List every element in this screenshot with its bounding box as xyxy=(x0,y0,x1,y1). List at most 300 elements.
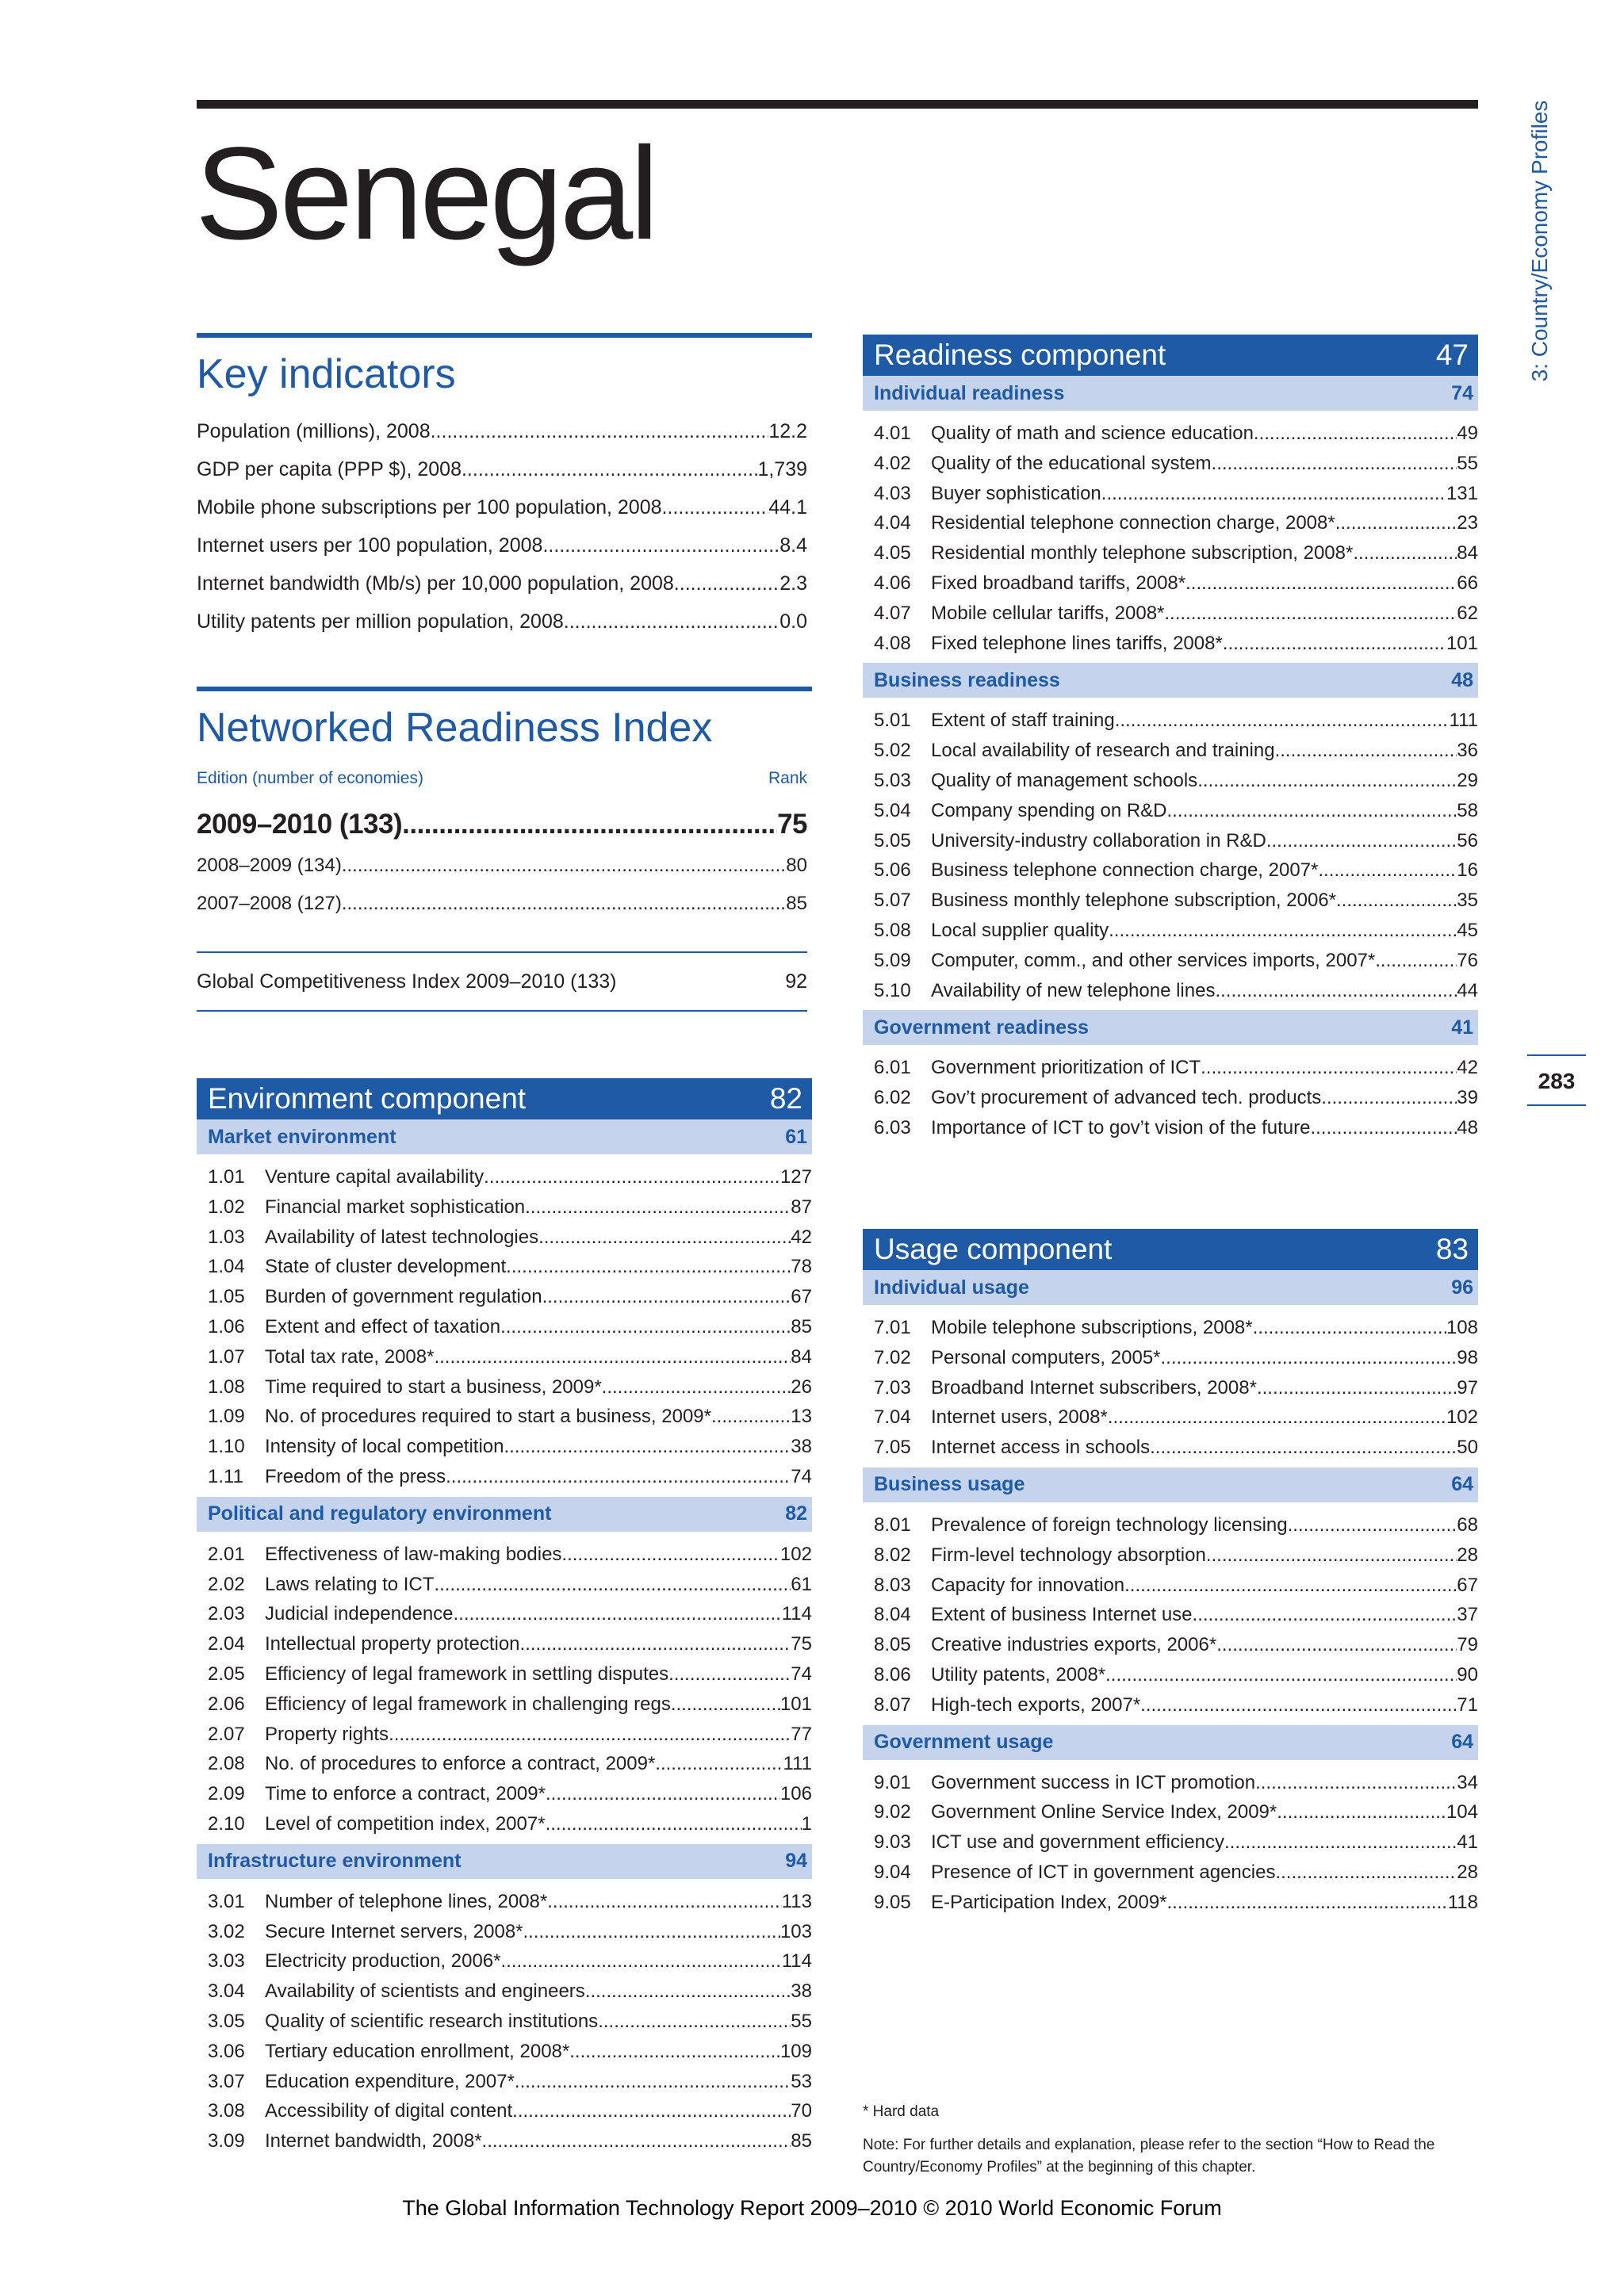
gci-row xyxy=(197,951,807,1012)
page-number-rule-top xyxy=(1527,1054,1586,1056)
table-row xyxy=(874,449,1478,479)
indicator-code: 5.09 xyxy=(874,949,911,971)
table-row xyxy=(208,2096,812,2126)
indicator-list xyxy=(197,1154,812,1497)
key-indicator-row xyxy=(197,526,807,564)
footnote-note: Note: For further details and explanation, please refer to the section “How to Read the Country/Economy Profiles” at the beginning of this chapter. xyxy=(863,2137,1435,2175)
key-indicator-row xyxy=(197,603,807,641)
indicator-code: 4.05 xyxy=(874,542,911,564)
indicator-code: 8.04 xyxy=(874,1604,911,1626)
indicator-rank: 74 xyxy=(791,1663,812,1685)
table-row xyxy=(208,1462,812,1492)
subindex-title: Business usage xyxy=(874,1473,1025,1496)
indicator-code: 1.08 xyxy=(208,1376,245,1398)
indicator-label: Computer, comm., and other services imports, 2007* xyxy=(931,949,1376,971)
indicator-code: 2.03 xyxy=(208,1603,245,1625)
indicator-code: 8.05 xyxy=(874,1634,911,1656)
indicator-rank: 101 xyxy=(779,1693,812,1715)
indicator-rank: 109 xyxy=(779,2040,812,2062)
table-row xyxy=(874,1827,1478,1858)
indicator-rank: 77 xyxy=(791,1723,812,1745)
indicator-rank: 36 xyxy=(1457,740,1478,762)
indicator-code: 3.03 xyxy=(208,1950,245,1973)
indicator-code: 5.07 xyxy=(874,890,911,912)
component-header xyxy=(197,1078,812,1119)
indicator-label: Property rights xyxy=(265,1723,389,1745)
component-title: Environment component xyxy=(208,1082,527,1115)
indicator-label: Efficiency of legal framework in settling disputes xyxy=(265,1663,669,1685)
indicator-label: Mobile phone subscriptions per 100 population, 2008 xyxy=(197,496,662,519)
indicator-rank: 42 xyxy=(791,1226,812,1248)
indicator-label: Availability of scientists and engineers xyxy=(265,1980,585,2003)
indicator-label: Local supplier quality xyxy=(931,919,1109,941)
table-row xyxy=(208,1749,812,1779)
indicator-rank: 111 xyxy=(1449,710,1478,732)
indicator-code: 2.07 xyxy=(208,1723,245,1745)
indicator-code: 4.04 xyxy=(874,512,911,534)
indicator-label: Quality of the educational system xyxy=(931,452,1212,474)
indicator-label: Level of competition index, 2007* xyxy=(265,1812,546,1835)
subindex-title: Market environment xyxy=(208,1125,396,1148)
indicator-code: 2.10 xyxy=(208,1812,245,1835)
indicator-code: 6.03 xyxy=(874,1116,911,1138)
indicator-rank: 104 xyxy=(1446,1801,1478,1823)
table-row xyxy=(208,1976,812,2007)
table-row xyxy=(874,1660,1478,1690)
indicator-rank: 102 xyxy=(1446,1406,1478,1429)
indicator-rank: 67 xyxy=(1457,1574,1478,1596)
indicator-code: 5.06 xyxy=(874,859,911,882)
indicator-rank: 38 xyxy=(791,1980,812,2003)
indicator-code: 2.06 xyxy=(208,1693,245,1715)
indicator-rank: 58 xyxy=(1457,799,1478,821)
indicator-rank: 39 xyxy=(1457,1087,1478,1109)
indicator-label: Company spending on R&D xyxy=(931,799,1167,821)
table-row xyxy=(874,538,1478,568)
indicator-code: 1.05 xyxy=(208,1286,245,1308)
indicator-label: Business monthly telephone subscription, 2006* xyxy=(931,890,1336,912)
indicator-code: 2.04 xyxy=(208,1633,245,1655)
indicator-label: Residential monthly telephone subscription, 2008* xyxy=(931,542,1354,564)
indicator-label: Effectiveness of law-making bodies xyxy=(265,1543,562,1565)
indicator-rank: 23 xyxy=(1457,512,1478,534)
indicator-label: Fixed broadband tariffs, 2008* xyxy=(931,572,1186,594)
indicator-label: Prevalence of foreign technology licensing xyxy=(931,1513,1288,1536)
indicator-code: 2.02 xyxy=(208,1573,245,1595)
indicator-code: 5.05 xyxy=(874,829,911,851)
indicator-rank: 113 xyxy=(781,1890,812,1912)
indicator-label: State of cluster development xyxy=(265,1256,507,1278)
indicator-code: 3.01 xyxy=(208,1890,245,1912)
indicator-rank: 85 xyxy=(791,2130,812,2152)
table-row xyxy=(208,1779,812,1809)
table-row xyxy=(208,1312,812,1342)
subindex-rank: 64 xyxy=(1451,1473,1473,1496)
indicator-rank: 87 xyxy=(791,1196,812,1218)
indicator-code: 5.10 xyxy=(874,979,911,1001)
indicator-label: Utility patents, 2008* xyxy=(931,1663,1106,1686)
indicator-list xyxy=(197,1879,812,2161)
indicator-code: 2.08 xyxy=(208,1753,245,1775)
indicator-rank: 127 xyxy=(779,1166,812,1188)
table-row xyxy=(208,2007,812,2037)
table-row xyxy=(208,1917,812,1947)
table-row xyxy=(874,508,1478,538)
page-footer: The Global Information Technology Report 2009–2010 © 2010 World Economic Forum xyxy=(402,2196,1222,2220)
environment-component xyxy=(197,1078,812,2161)
indicator-label: Quality of management schools xyxy=(931,769,1198,791)
subindex-header xyxy=(197,1844,812,1879)
table-row xyxy=(874,1510,1478,1540)
table-row xyxy=(874,419,1478,449)
indicator-list xyxy=(863,1760,1478,1923)
table-row xyxy=(208,1887,812,1917)
indicator-rank: 114 xyxy=(781,1950,812,1973)
indicator-code: 4.01 xyxy=(874,423,911,444)
table-row xyxy=(874,736,1478,766)
indicator-label: E-Participation Index, 2009* xyxy=(931,1891,1167,1913)
subindex-title: Individual usage xyxy=(874,1276,1029,1299)
indicator-rank: 108 xyxy=(1446,1317,1478,1338)
component-header xyxy=(863,1229,1478,1270)
indicator-rank: 28 xyxy=(1457,1544,1478,1566)
indicator-code: 9.01 xyxy=(874,1771,911,1793)
indicator-list xyxy=(863,1502,1478,1725)
subindex-title: Business readiness xyxy=(874,668,1060,691)
indicator-code: 6.02 xyxy=(874,1087,911,1109)
subindex-title: Individual readiness xyxy=(874,381,1065,404)
section-side-tab xyxy=(1519,98,1561,384)
indicator-rank: 111 xyxy=(783,1753,812,1775)
subindex-title: Government usage xyxy=(874,1731,1054,1754)
table-row xyxy=(208,1372,812,1402)
indicator-label: Buyer sophistication xyxy=(931,482,1101,504)
indicator-rank: 90 xyxy=(1457,1663,1478,1686)
table-row xyxy=(874,1797,1478,1827)
table-row xyxy=(874,1571,1478,1601)
component-header xyxy=(863,335,1478,376)
table-row xyxy=(208,1192,812,1223)
nri-rule xyxy=(197,687,812,691)
indicator-code: 4.08 xyxy=(874,632,911,654)
indicator-rank: 38 xyxy=(791,1436,812,1458)
table-row xyxy=(208,2067,812,2097)
table-row xyxy=(874,1313,1478,1343)
table-row xyxy=(874,766,1478,796)
usage-component xyxy=(863,1229,1478,1923)
indicator-label: Internet bandwidth, 2008* xyxy=(265,2130,482,2152)
subindex-header xyxy=(863,663,1478,698)
indicator-rank: 44 xyxy=(1457,979,1478,1001)
indicator-label: Residential telephone connection charge, 2008* xyxy=(931,512,1335,534)
indicator-rank: 67 xyxy=(791,1286,812,1308)
indicator-rank: 45 xyxy=(1457,919,1478,941)
subindex-title: Infrastructure environment xyxy=(208,1850,462,1873)
indicator-label: Electricity production, 2006* xyxy=(265,1950,501,1973)
indicator-label: Accessibility of digital content xyxy=(265,2100,513,2122)
indicator-label: Gov’t procurement of advanced tech. products xyxy=(931,1087,1322,1109)
indicator-rank: 50 xyxy=(1457,1437,1478,1459)
component-title: Readiness component xyxy=(874,339,1166,371)
edition-label: Edition (number of economies) xyxy=(197,769,423,787)
table-row xyxy=(208,1432,812,1462)
nri-current xyxy=(197,802,807,847)
indicator-rank: 70 xyxy=(791,2100,812,2122)
indicator-rank: 26 xyxy=(791,1376,812,1398)
indicator-rank: 102 xyxy=(779,1543,812,1565)
indicator-label: Utility patents per million population, 2008 xyxy=(197,610,564,633)
indicator-value: 44.1 xyxy=(768,496,807,519)
indicator-rank: 41 xyxy=(1457,1831,1478,1854)
indicator-rank: 98 xyxy=(1457,1346,1478,1368)
indicator-rank: 37 xyxy=(1457,1604,1478,1626)
nri-previous-list xyxy=(197,847,807,923)
indicator-rank: 75 xyxy=(791,1633,812,1655)
indicator-rank: 131 xyxy=(1446,482,1478,504)
subindex-rank: 82 xyxy=(785,1502,807,1525)
indicator-code: 5.03 xyxy=(874,769,911,791)
subindex-rank: 41 xyxy=(1451,1016,1473,1039)
table-row xyxy=(874,855,1478,886)
indicator-code: 3.04 xyxy=(208,1980,245,2003)
table-row xyxy=(874,1540,1478,1571)
indicator-code: 4.03 xyxy=(874,482,911,504)
indicator-value: 1,739 xyxy=(757,458,807,480)
indicator-label: Extent and effect of taxation xyxy=(265,1315,501,1337)
indicator-label: Government success in ICT promotion xyxy=(931,1771,1256,1793)
indicator-label: Business telephone connection charge, 2007* xyxy=(931,859,1319,882)
indicator-label: Fixed telephone lines tariffs, 2008* xyxy=(931,632,1223,654)
indicator-code: 8.07 xyxy=(874,1693,911,1716)
indicator-label: Government Online Service Index, 2009* xyxy=(931,1801,1277,1823)
table-row xyxy=(208,1809,812,1839)
indicator-code: 1.11 xyxy=(208,1465,243,1487)
indicator-list xyxy=(863,1045,1478,1147)
indicator-rank: 13 xyxy=(791,1406,812,1428)
indicator-code: 5.08 xyxy=(874,919,911,941)
component-title: Usage component xyxy=(874,1233,1113,1265)
indicator-code: 3.06 xyxy=(208,2040,245,2062)
table-row xyxy=(208,1223,812,1253)
key-indicators-rule xyxy=(197,333,812,338)
subindex-rank: 94 xyxy=(785,1850,807,1873)
indicator-rank: 35 xyxy=(1457,890,1478,912)
nri-title: Networked Readiness Index xyxy=(197,705,713,751)
component-rank: 83 xyxy=(1435,1233,1469,1265)
side-tab-label: 3: Country/Economy Profiles xyxy=(1527,100,1552,382)
indicator-rank: 79 xyxy=(1457,1634,1478,1656)
indicator-rank: 42 xyxy=(1457,1057,1478,1079)
table-row xyxy=(208,1629,812,1659)
indicator-label: Availability of new telephone lines xyxy=(931,979,1216,1001)
subindex-header xyxy=(197,1497,812,1532)
table-row xyxy=(208,1252,812,1282)
table-row xyxy=(874,1083,1478,1113)
table-row xyxy=(874,826,1478,856)
subindex-rank: 96 xyxy=(1451,1276,1473,1299)
indicator-rank: 16 xyxy=(1457,859,1478,882)
indicator-rank: 71 xyxy=(1457,1693,1478,1716)
indicator-label: Tertiary education enrollment, 2008* xyxy=(265,2040,570,2062)
indicator-code: 4.06 xyxy=(874,572,911,594)
key-indicator-row xyxy=(197,488,807,526)
indicator-code: 9.03 xyxy=(874,1831,911,1854)
indicator-code: 5.04 xyxy=(874,799,911,821)
indicator-code: 5.02 xyxy=(874,740,911,762)
table-row xyxy=(208,1946,812,1976)
subindex-header xyxy=(863,1725,1478,1760)
indicator-label: Internet bandwidth (Mb/s) per 10,000 population, 2008 xyxy=(197,572,674,595)
subindex-header xyxy=(863,1468,1478,1502)
subindex-title: Government readiness xyxy=(874,1016,1089,1039)
page-number: 283 xyxy=(1538,1069,1576,1093)
indicator-rank: 84 xyxy=(791,1345,812,1368)
table-row xyxy=(874,1373,1478,1403)
indicator-rank: 114 xyxy=(781,1603,812,1625)
table-row xyxy=(208,1162,812,1192)
indicator-label: No. of procedures required to start a business, 2009* xyxy=(265,1406,711,1428)
table-row xyxy=(874,706,1478,736)
indicator-code: 7.01 xyxy=(874,1317,911,1338)
indicator-rank: 61 xyxy=(791,1573,812,1595)
indicator-label: Creative industries exports, 2006* xyxy=(931,1634,1217,1656)
indicator-code: 3.02 xyxy=(208,1920,245,1942)
indicator-rank: 103 xyxy=(779,1920,812,1942)
component-rank: 82 xyxy=(769,1082,802,1115)
indicator-list xyxy=(863,1305,1478,1468)
table-row xyxy=(874,1053,1478,1083)
indicator-rank: 85 xyxy=(791,1315,812,1337)
table-row xyxy=(208,1689,812,1720)
indicator-label: Mobile cellular tariffs, 2008* xyxy=(931,602,1165,624)
indicator-label: Population (millions), 2008 xyxy=(197,420,431,442)
table-row xyxy=(874,479,1478,509)
indicator-label: Secure Internet servers, 2008* xyxy=(265,1920,523,1942)
indicator-label: Capacity for innovation xyxy=(931,1574,1125,1596)
indicator-label: Efficiency of legal framework in challenging regs. xyxy=(265,1693,676,1715)
indicator-rank: 55 xyxy=(1457,452,1478,474)
table-row xyxy=(874,1888,1478,1918)
indicator-label: Judicial independence xyxy=(265,1603,454,1625)
indicator-code: 2.09 xyxy=(208,1783,245,1805)
indicator-rank: 28 xyxy=(1457,1861,1478,1883)
subindex-rank: 64 xyxy=(1451,1731,1473,1754)
indicator-rank: 66 xyxy=(1457,572,1478,594)
table-row xyxy=(874,796,1478,826)
gci-value: 92 xyxy=(785,970,807,993)
indicator-rank: 68 xyxy=(1457,1513,1478,1536)
indicator-code: 1.03 xyxy=(208,1226,245,1248)
nri-header xyxy=(197,769,807,788)
indicator-rank: 106 xyxy=(779,1783,812,1805)
indicator-rank: 118 xyxy=(1447,1891,1478,1913)
indicator-code: 3.07 xyxy=(208,2070,245,2092)
indicator-code: 1.02 xyxy=(208,1196,245,1218)
indicator-rank: 62 xyxy=(1457,602,1478,624)
indicator-label: Intensity of local competition xyxy=(265,1436,504,1458)
indicator-code: 3.05 xyxy=(208,2010,245,2032)
indicator-label: GDP per capita (PPP $), 2008 xyxy=(197,458,462,480)
indicator-label: Venture capital availability xyxy=(265,1166,485,1188)
indicator-code: 2.01 xyxy=(208,1543,245,1565)
table-row xyxy=(874,916,1478,946)
key-indicator-row xyxy=(197,450,807,488)
indicator-rank: 76 xyxy=(1457,949,1478,971)
indicator-rank: 53 xyxy=(791,2070,812,2092)
indicator-code: 7.05 xyxy=(874,1437,911,1459)
indicator-code: 9.05 xyxy=(874,1891,911,1913)
indicator-rank: 55 xyxy=(791,2010,812,2032)
indicator-label: Internet users, 2008* xyxy=(931,1406,1108,1429)
indicator-list xyxy=(863,698,1478,1010)
indicator-value: 8.4 xyxy=(779,534,807,557)
nri-current-row: 2009–2010 (133) ..... 75 xyxy=(197,802,807,847)
key-indicators-list xyxy=(197,412,807,641)
indicator-rank: 97 xyxy=(1457,1376,1478,1399)
indicator-code: 7.03 xyxy=(874,1376,911,1399)
table-row xyxy=(874,568,1478,599)
indicator-label: University-industry collaboration in R&D xyxy=(931,829,1266,851)
table-row xyxy=(874,599,1478,629)
key-indicator-row xyxy=(197,564,807,603)
table-row xyxy=(874,1630,1478,1660)
table-row xyxy=(874,1690,1478,1720)
indicator-list xyxy=(197,1532,812,1844)
subindex-rank: 61 xyxy=(785,1125,807,1148)
table-row xyxy=(208,1659,812,1689)
indicator-code: 1.01 xyxy=(208,1166,245,1188)
table-row xyxy=(874,1402,1478,1433)
indicator-rank: 101 xyxy=(1446,632,1478,654)
indicator-code: 2.05 xyxy=(208,1663,245,1685)
indicator-label: Presence of ICT in government agencies xyxy=(931,1861,1276,1883)
subindex-header xyxy=(863,1270,1478,1305)
subindex-header xyxy=(197,1119,812,1154)
indicator-label: Broadband Internet subscribers, 2008* xyxy=(931,1376,1257,1399)
indicator-code: 3.09 xyxy=(208,2130,245,2152)
table-row xyxy=(874,1113,1478,1143)
indicator-code: 5.01 xyxy=(874,710,911,732)
indicator-label: Extent of business Internet use xyxy=(931,1604,1193,1626)
key-indicators-title: Key indicators xyxy=(197,351,456,397)
readiness-component xyxy=(863,335,1478,1148)
indicator-label: Quality of scientific research institutions xyxy=(265,2010,599,2032)
indicator-code: 6.01 xyxy=(874,1057,911,1079)
rank-label: Rank xyxy=(768,769,807,787)
indicator-code: 4.02 xyxy=(874,452,911,474)
indicator-label: Total tax rate, 2008* xyxy=(265,1345,435,1368)
footnote-hard-data: * Hard data xyxy=(863,2103,940,2120)
indicator-value: 2.3 xyxy=(779,572,807,595)
indicator-rank: 56 xyxy=(1457,829,1478,851)
indicator-label: Intellectual property protection xyxy=(265,1633,520,1655)
indicator-rank: 84 xyxy=(1457,542,1478,564)
indicator-rank: 34 xyxy=(1457,1771,1478,1793)
indicator-code: 1.04 xyxy=(208,1256,245,1278)
indicator-rank: 78 xyxy=(791,1256,812,1278)
table-row xyxy=(874,1433,1478,1463)
indicator-label: Freedom of the press xyxy=(265,1465,446,1487)
indicator-code: 9.04 xyxy=(874,1861,911,1883)
indicator-rank: 29 xyxy=(1457,769,1478,791)
table-row xyxy=(874,629,1478,659)
indicator-label: Mobile telephone subscriptions, 2008* xyxy=(931,1317,1253,1338)
indicator-label: Local availability of research and training xyxy=(931,740,1275,762)
indicator-label: Government prioritization of ICT xyxy=(931,1057,1201,1079)
indicator-label: Number of telephone lines, 2008* xyxy=(265,1890,548,1912)
table-row xyxy=(874,976,1478,1006)
indicator-label: Personal computers, 2005* xyxy=(931,1346,1161,1368)
